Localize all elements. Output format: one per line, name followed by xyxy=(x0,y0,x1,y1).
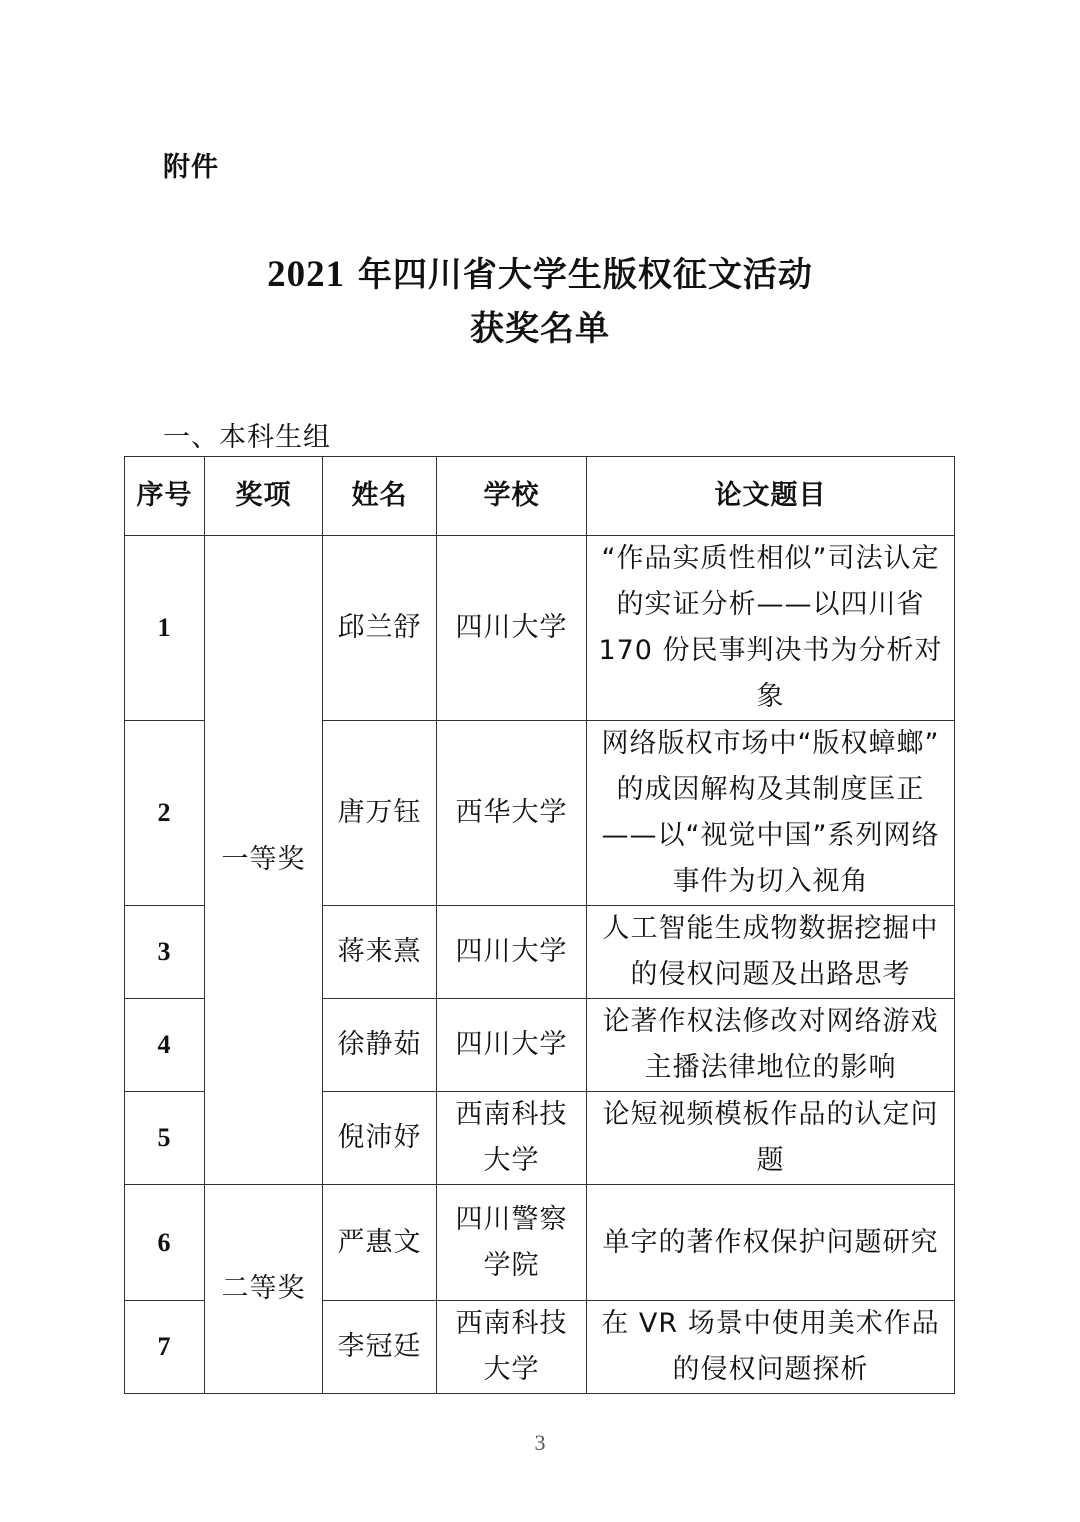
title-line: 网络版权市场中“版权蟑螂” xyxy=(601,728,940,759)
row-no: 7 xyxy=(125,1301,205,1394)
row-name: 唐万钰 xyxy=(323,721,437,906)
row-school xyxy=(437,1092,587,1185)
page-number: 3 xyxy=(534,1430,546,1455)
header-name: 姓名 xyxy=(323,457,437,536)
row-no: 4 xyxy=(125,999,205,1092)
row-name: 徐静茹 xyxy=(323,999,437,1092)
title-line: “作品实质性相似”司法认定 xyxy=(601,543,940,574)
row-school: 四川大学 xyxy=(437,536,587,721)
row-name: 倪沛妤 xyxy=(323,1092,437,1185)
school-line: 四川警察 xyxy=(455,1203,568,1235)
title-line: 事件为切入视角 xyxy=(672,866,869,897)
title-line: 论短视频模板作品的认定问 xyxy=(602,1099,939,1130)
title-line: 170 份民事判决书为分析对 xyxy=(598,635,943,666)
row-paper-title xyxy=(587,1092,955,1185)
row-school: 四川大学 xyxy=(437,906,587,999)
award-first-prize: 一等奖 xyxy=(205,536,323,1185)
row-no: 5 xyxy=(125,1092,205,1185)
attachment-label: 附件 xyxy=(163,152,219,183)
row-paper-title xyxy=(587,1301,955,1394)
title-line: 的实证分析——以四川省 xyxy=(616,589,925,620)
title-line: 题 xyxy=(756,1145,785,1176)
title-line: 象 xyxy=(756,681,785,712)
header-title: 论文题目 xyxy=(587,457,955,536)
title-year: 2021 xyxy=(267,254,346,295)
award-second-prize: 二等奖 xyxy=(205,1185,323,1394)
school-line: 学院 xyxy=(483,1249,540,1281)
row-paper-title xyxy=(587,721,955,906)
row-paper-title xyxy=(587,1185,955,1301)
row-school xyxy=(437,1185,587,1301)
row-name: 蒋来熹 xyxy=(323,906,437,999)
title-line: 的侵权问题及出路思考 xyxy=(630,959,911,990)
title-line: 单字的著作权保护问题研究 xyxy=(602,1226,939,1258)
header-school: 学校 xyxy=(437,457,587,536)
title-line: 主播法律地位的影响 xyxy=(644,1052,897,1083)
title-line-1 xyxy=(0,248,1080,302)
title-line: 论著作权法修改对网络游戏 xyxy=(602,1006,939,1037)
document-title xyxy=(0,248,1080,356)
row-school: 西华大学 xyxy=(437,721,587,906)
title-line: 的侵权问题探析 xyxy=(672,1354,869,1385)
row-name: 邱兰舒 xyxy=(323,536,437,721)
section-title: 一、本科生组 xyxy=(163,422,331,453)
row-paper-title xyxy=(587,999,955,1092)
row-no: 3 xyxy=(125,906,205,999)
row-no: 6 xyxy=(125,1185,205,1301)
row-school xyxy=(437,1301,587,1394)
school-line: 西南科技 xyxy=(455,1308,568,1339)
header-award: 奖项 xyxy=(205,457,323,536)
row-name: 严惠文 xyxy=(323,1185,437,1301)
table-row xyxy=(125,1185,955,1301)
title-line-2: 获奖名单 xyxy=(470,309,610,349)
row-name: 李冠廷 xyxy=(323,1301,437,1394)
table-header-row xyxy=(125,457,955,536)
title-line-1-text: 年四川省大学生版权征文活动 xyxy=(345,255,813,295)
school-line: 大学 xyxy=(483,1145,540,1176)
school-line: 西南科技 xyxy=(455,1099,568,1130)
table-row xyxy=(125,536,955,721)
awards-table xyxy=(124,456,955,1394)
row-school: 四川大学 xyxy=(437,999,587,1092)
title-line: ——以“视觉中国”系列网络 xyxy=(601,820,940,851)
title-line: 在 VR 场景中使用美术作品 xyxy=(601,1308,940,1339)
row-paper-title xyxy=(587,536,955,721)
title-line: 的成因解构及其制度匡正 xyxy=(616,774,925,805)
title-line: 人工智能生成物数据挖掘中 xyxy=(602,913,939,944)
row-paper-title xyxy=(587,906,955,999)
header-no: 序号 xyxy=(125,457,205,536)
row-no: 2 xyxy=(125,721,205,906)
school-line: 大学 xyxy=(483,1354,540,1385)
row-no: 1 xyxy=(125,536,205,721)
